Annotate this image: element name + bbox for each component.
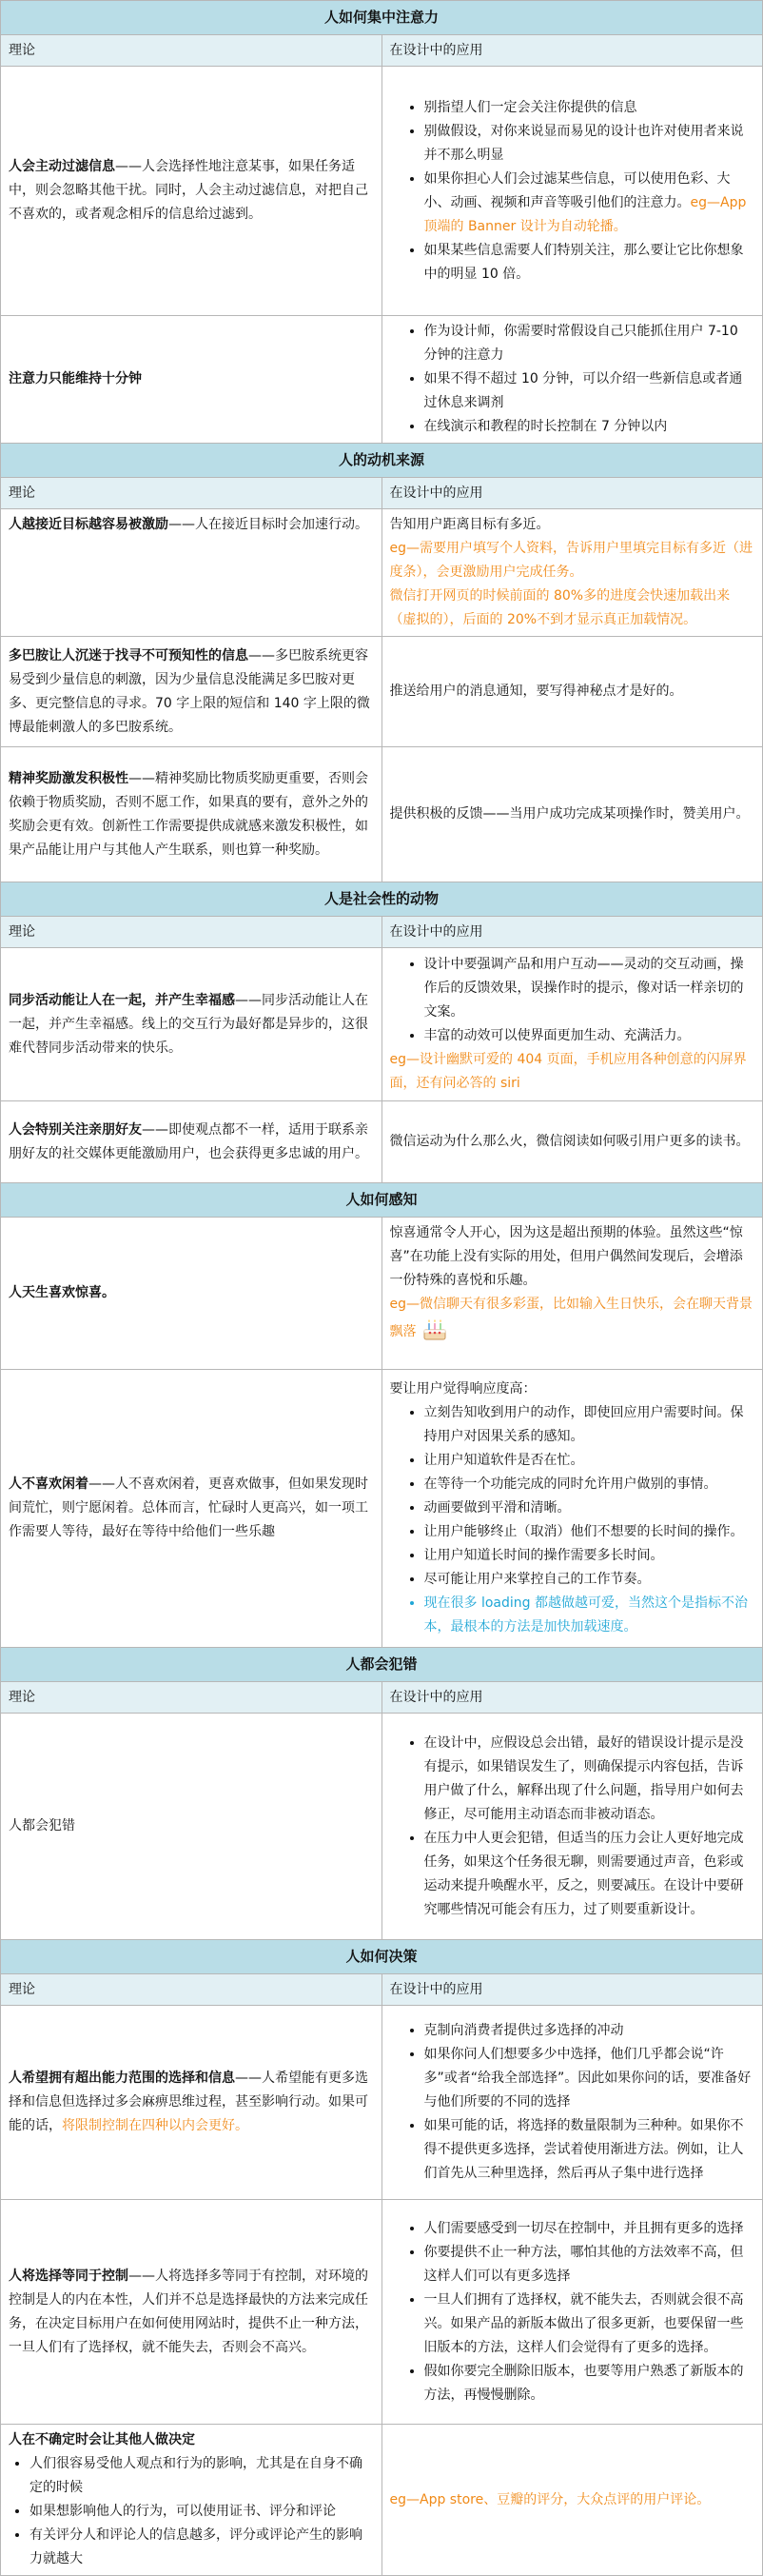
bullet-list [390,96,755,287]
table-row [1,67,763,316]
table-row [1,509,763,637]
list-item: • 动画要做到平滑和清晰。 [424,1496,755,1520]
list-item: • 让用户知道长时间的操作需要多长时间。 [424,1544,755,1568]
bullet-list [390,320,755,439]
application-text: 推送给用户的消息通知，要写得神秘点才是好的。 [389,684,683,699]
theory-text: ——同步活动能让人在一起，并产生幸福感。线上的交互行为最好都是异步的，这很难代替同步活动带来的快乐。 [9,992,368,1056]
application-text: 微信运动为什么那么火，微信阅读如何吸引用户更多的读书。 [389,1134,750,1149]
table-row [1,747,763,882]
bullet-list [390,2217,755,2408]
theory-text: ——人将选择多等同于有控制，对环境的控制是人的内在本性，人们并不总是选择最快的方法来完成任务，在决定目标用户在如何使用网站时，提供不止一种方法，一旦人们有了选择权，就不能失去，否则会不高兴。 [9,2268,368,2355]
list-item: • 如果你问人们想要多少中选择，他们几乎都会说“许多”或者“给我全部选择”。因此如果你问的话，要准备好与他们所要的不同的选择 [424,2043,755,2114]
application-intro: 要让用户觉得响应度高： [389,1381,537,1397]
theory-heading: 多巴胺让人沉迷于找寻不可预知性的信息 [9,647,248,664]
table-row [1,1714,763,1940]
table-row [1,2006,763,2200]
theory-cell [1,509,382,637]
application-cell [382,1218,763,1370]
list-item: • 人们需要感受到一切尽在控制中，并且拥有更多的选择 [424,2217,755,2241]
list-item: • 如果不得不超过 10 分钟，可以介绍一些新信息或者通过休息来调剂 [424,367,755,415]
theory-cell [1,2425,382,2576]
column-header-application: 在设计中的应用 [382,917,763,948]
list-item: • 如果某些信息需要人们特别关注，那么要让它比你想象中的明显 10 倍。 [424,239,755,287]
column-header-application: 在设计中的应用 [382,1682,763,1714]
column-header-application: 在设计中的应用 [382,35,763,67]
theory-cell [1,316,382,444]
column-header-theory: 理论 [1,917,382,948]
application-cell [382,1714,763,1940]
list-item-text: 如果你担心人们会过滤某些信息，可以使用色彩、大小、动画、视频和声音等吸引他们的注意力。 [423,170,731,210]
table-row [1,2200,763,2425]
list-item: • 别指望人们一定会关注你提供的信息 [424,96,755,120]
column-header-theory: 理论 [1,35,382,67]
column-header-row [1,917,763,948]
theory-cell [1,637,382,747]
theory-heading: 人希望拥有超出能力范围的选择和信息 [9,2071,235,2086]
theory-text: ——人会选择性地注意某事，如果任务适中，则会忽略其他干扰。同时，人会主动过滤信息，对把自己不喜欢的，或者观念相斥的信息给过滤到。 [9,159,368,222]
theory-highlight: 将限制控制在四种以内会更好。 [62,2118,248,2133]
application-cell [382,509,763,637]
column-header-application: 在设计中的应用 [382,478,763,509]
theory-cell [1,2006,382,2200]
application-cell [382,1101,763,1183]
example-text: eg—App store、豆瓣的评分，大众点评的用户评论。 [389,2491,711,2507]
theory-heading: 人越接近目标越容易被激励 [9,517,168,532]
theory-heading: 注意力只能维持十分钟 [9,371,142,386]
theory-heading: 人将选择等同于控制 [9,2268,128,2284]
application-cell [382,747,763,882]
section-header-attention [1,1,763,35]
section-title: 人都会犯错 [1,1648,763,1682]
application-cell [382,2200,763,2425]
list-item: • 别做假设，对你来说显而易见的设计也许对使用者来说并不那么明显 [424,120,755,168]
column-header-theory: 理论 [1,1682,382,1714]
section-title: 人如何决策 [1,1940,763,1974]
theory-text: ——精神奖励比物质奖励更重要，否则会依赖于物质奖励，否则不愿工作，如果真的要有，意外之外的奖励会更有效。创新性工作需要提供成就感来激发积极性，如果产品能让用户与其他人产生联系，则也算一种奖励。 [9,770,368,858]
application-cell [382,948,763,1101]
example-text [390,1293,755,1344]
application-cell [382,67,763,316]
section-header-perception [1,1183,763,1218]
theory-cell [1,948,382,1101]
application-text: 提供积极的反馈——当用户成功完成某项操作时，赞美用户。 [389,806,750,822]
column-header-row [1,1974,763,2006]
theory-heading: 人会特别关注亲朋好友 [9,1121,142,1138]
theory-text: ——即使观点都不一样，适用于联系亲朋好友的社交媒体更能激励用户，也会获得更多忠诚的用户。 [9,1121,368,1161]
list-item: • 作为设计师，你需要时常假设自己只能抓住用户 7-10 分钟的注意力 [424,320,755,367]
theory-heading: 人会主动过滤信息 [9,159,115,174]
bullet-list [390,2019,755,2186]
table-row [1,1370,763,1648]
theory-heading: 人不喜欢闲着 [9,1476,88,1492]
section-title: 人的动机来源 [1,444,763,478]
application-cell [382,2425,763,2576]
theory-cell [1,67,382,316]
section-title: 人是社会性的动物 [1,882,763,917]
section-header-decisions [1,1940,763,1974]
table-row [1,2425,763,2576]
column-header-row [1,1682,763,1714]
bullet-list [9,2452,374,2571]
theory-text: 人都会犯错 [9,1818,75,1833]
bullet-list [390,953,755,1048]
table-row [1,316,763,444]
theory-text: ——人在接近目标时会加速行动。 [168,517,368,532]
list-item: • 有关评分人和评论人的信息越多，评分或评论产生的影响力就越大 [29,2524,374,2571]
application-text: 惊喜通常令人开心，因为这是超出预期的体验。虽然这些“惊喜”在功能上没有实际的用处，但用户偶然间发现后，会增添一份特殊的喜悦和乐趣。 [389,1225,743,1288]
example-text: eg—设计幽默可爱的 404 页面，手机应用各种创意的闪屏界面，还有问必答的 siri [389,1052,747,1091]
list-item: • 现在很多 loading 都越做越可爱，当然这个是指标不治本，最根本的方法是加快加载速度。 [424,1592,755,1639]
list-item: • 设计中要强调产品和用户互动——灵动的交互动画，操作后的反馈效果，误操作时的提示，像对话一样亲切的文案。 [424,953,755,1024]
list-item: • 一旦人们拥有了选择权，就不能失去，否则就会很不高兴。如果产品的新版本做出了很多更新，也要保留一些旧版本的方法，这样人们会觉得有了更多的选择。 [424,2289,755,2360]
theory-cell [1,1370,382,1648]
application-text: 告知用户距离目标有多近。 [389,517,550,532]
table-row [1,637,763,747]
list-item: • 尽可能让用户来掌控自己的工作节奏。 [424,1568,755,1592]
theory-heading: 精神奖励激发积极性 [9,770,128,786]
table-row [1,1218,763,1370]
application-cell [382,1370,763,1648]
theory-heading: 同步活动能让人在一起，并产生幸福感 [9,992,235,1008]
theory-cell [1,1101,382,1183]
application-cell [382,316,763,444]
section-title: 人如何集中注意力 [1,1,763,35]
theory-heading: 人在不确定时会让其他人做决定 [9,2432,195,2447]
section-header-social [1,882,763,917]
example-text: 微信打开网页的时候前面的 80%多的进度会快速加载出来（虚拟的），后面的 20%不到才显示真正加载情况。 [389,588,731,627]
application-cell [382,2006,763,2200]
list-item: • 如果想影响他人的行为，可以使用证书、评分和评论 [29,2500,374,2524]
theory-cell [1,1218,382,1370]
theory-cell [1,1714,382,1940]
example-text: eg—需要用户填写个人资料，告诉用户里填完目标有多近（进度条），会更激励用户完成任务。 [389,541,753,580]
list-item: • 丰富的动效可以使界面更加生动、充满活力。 [424,1024,755,1048]
section-header-motivation [1,444,763,478]
list-item: • 在等待一个功能完成的同时允许用户做别的事情。 [424,1473,755,1496]
theory-cell [1,747,382,882]
column-header-theory: 理论 [1,1974,382,2006]
theory-text: ——人不喜欢闲着，更喜欢做事，但如果发现时间荒忙，则宁愿闲着。总体而言，忙碌时人更高兴，如一项工作需要人等待，最好在等待中给他们一些乐趣 [9,1476,368,1539]
list-item: • 立刻告知收到用户的动作，即使回应用户需要时间。保持用户对因果关系的感知。 [424,1401,755,1449]
theory-heading: 人天生喜欢惊喜。 [9,1285,115,1300]
list-item: • 假如你要完全删除旧版本，也要等用户熟悉了新版本的方法，再慢慢删除。 [424,2360,755,2408]
column-header-theory: 理论 [1,478,382,509]
theory-text: ——人希望能有更多选择和信息但选择过多会麻痹思维过程，甚至影响行动。如果可能的话， [9,2071,368,2133]
column-header-row [1,35,763,67]
bullet-list [390,1401,755,1639]
table-row [1,948,763,1101]
list-item: • 在设计中，应假设总会出错，最好的错误设计提示是没有提示，如果错误发生了，则确保提示内容包括，告诉用户做了什么，解释出现了什么问题，指导用户如何去修正，尽可能用主动语态而非被动语态。 [424,1732,755,1827]
example-text-content: eg—微信聊天有很多彩蛋，比如输入生日快乐，会在聊天背景飘落 [389,1297,753,1339]
section-title: 人如何感知 [1,1183,763,1218]
application-cell [382,637,763,747]
column-header-application: 在设计中的应用 [382,1974,763,2006]
example-text: eg—App 顶端的 Banner 设计为自动轮播。 [423,194,747,234]
bullet-list [390,1732,755,1922]
section-header-mistakes [1,1648,763,1682]
list-item: • 如果可能的话，将选择的数量限制为三种种。如果你不得不提供更多选择，尝试着使用渐进方法。例如，让人们首先从三种里选择，然后再从子集中进行选择 [424,2114,755,2186]
list-item: • 在线演示和教程的时长控制在 7 分钟以内 [424,415,755,439]
list-item: • 你要提供不止一种方法，哪怕其他的方法效率不高，但这样人们可以有更多选择 [424,2241,755,2289]
list-item: • 让用户知道软件是否在忙。 [424,1449,755,1473]
list-item: • 让用户能够终止（取消）他们不想要的长时间的操作。 [424,1520,755,1544]
list-item: • 在压力中人更会犯错，但适当的压力会让人更好地完成任务，如果这个任务很无聊，则需要通过声音，色彩或运动来提升唤醒水平，反之，则要减压。在设计中要研究哪些情况可能会有压力，过了则要重新设计。 [424,1827,755,1922]
column-header-row [1,478,763,509]
table-row [1,1101,763,1183]
theory-cell [1,2200,382,2425]
list-item: • 人们很容易受他人观点和行为的影响，尤其是在自身不确定的时候 [29,2452,374,2500]
theory-text: ——多巴胺系统更容易受到少量信息的刺激，因为少量信息没能满足多巴胺对更多、更完整信息的寻求。70 字上限的短信和 140 字上限的微博最能刺激人的多巴胺系统。 [9,647,370,735]
birthday-cake-icon [421,1317,449,1341]
list-item [424,168,755,239]
list-item: • 克制向消费者提供过多选择的冲动 [424,2019,755,2043]
